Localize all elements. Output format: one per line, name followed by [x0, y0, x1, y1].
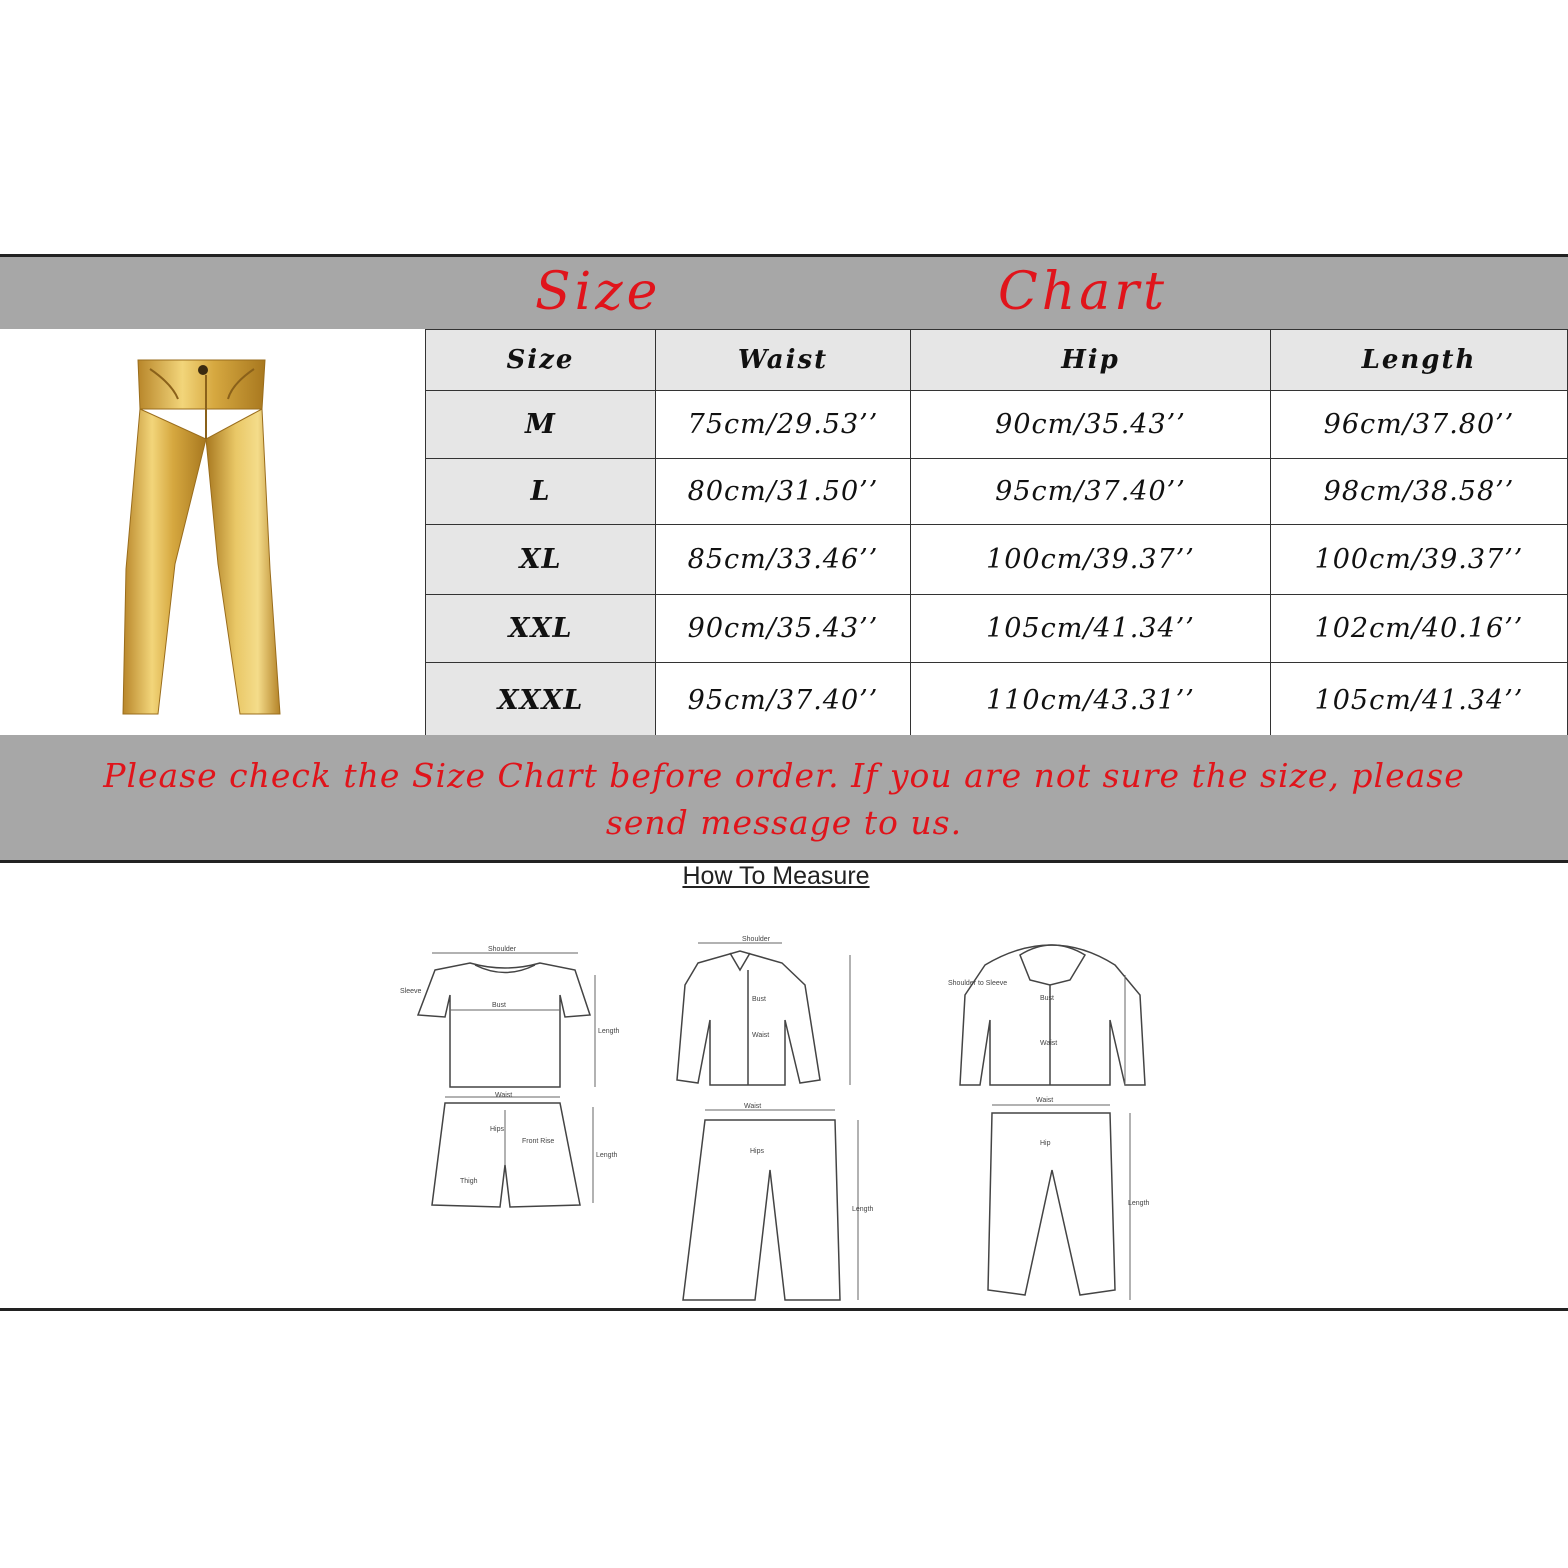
title-size: Size [535, 262, 662, 322]
table-row [426, 663, 1568, 739]
svg-text:Sleeve: Sleeve [400, 988, 422, 995]
svg-text:Hips: Hips [490, 1126, 505, 1133]
waist-cell: 75cm/29.53’’ [656, 391, 911, 459]
length-cell: 96cm/37.80’’ [1271, 391, 1568, 459]
length-cell: 102cm/40.16’’ [1271, 595, 1568, 663]
svg-text:Thigh: Thigh [460, 1178, 478, 1185]
svg-text:Waist: Waist [1036, 1097, 1054, 1104]
table-row [426, 595, 1568, 663]
hoodie-diagram [948, 945, 1145, 1085]
svg-text:Shoulder: Shoulder [488, 946, 517, 953]
column-header: Waist [656, 330, 911, 391]
hip-cell: 95cm/37.40’’ [911, 459, 1271, 525]
column-header: Size [426, 330, 656, 391]
length-cell: 98cm/38.58’’ [1271, 459, 1568, 525]
svg-text:Length: Length [596, 1152, 618, 1159]
joggers-diagram [988, 1097, 1150, 1300]
column-header: Length [1271, 330, 1568, 391]
svg-text:Front Rise: Front Rise [522, 1138, 555, 1145]
size-table [425, 329, 1568, 739]
waist-cell: 95cm/37.40’’ [656, 663, 911, 739]
tshirt-diagram [400, 946, 620, 1087]
hip-cell: 100cm/39.37’’ [911, 525, 1271, 595]
gold-pants-illustration [0, 329, 425, 735]
order-note [0, 752, 1568, 846]
order-note-line-2: send message to us. [605, 803, 963, 842]
column-header: Hip [911, 330, 1271, 391]
table-row [426, 525, 1568, 595]
title-band [0, 254, 1568, 329]
length-cell: 105cm/41.34’’ [1271, 663, 1568, 739]
svg-text:Hip: Hip [1040, 1140, 1051, 1147]
product-image [0, 329, 425, 735]
table-header-row [426, 330, 1568, 391]
hip-cell: 110cm/43.31’’ [911, 663, 1271, 739]
order-note-line-1: Please check the Size Chart before order. If you are not sure the size, please [103, 756, 1465, 795]
svg-text:Length: Length [598, 1028, 620, 1035]
how-to-measure-title: How To Measure [682, 862, 870, 890]
shirt-diagram [677, 936, 850, 1085]
hip-cell: 90cm/35.43’’ [911, 391, 1271, 459]
trousers-diagram [683, 1103, 874, 1300]
svg-text:Length: Length [1128, 1200, 1150, 1207]
table-row [426, 391, 1568, 459]
waist-cell: 90cm/35.43’’ [656, 595, 911, 663]
svg-text:Hips: Hips [750, 1148, 765, 1155]
size-cell: XXL [426, 595, 656, 663]
waist-cell: 85cm/33.46’’ [656, 525, 911, 595]
size-cell: XXXL [426, 663, 656, 739]
length-cell: 100cm/39.37’’ [1271, 525, 1568, 595]
svg-text:Bust: Bust [1040, 995, 1055, 1002]
size-cell: XL [426, 525, 656, 595]
size-cell: L [426, 459, 656, 525]
hip-cell: 105cm/41.34’’ [911, 595, 1271, 663]
svg-text:Waist: Waist [495, 1092, 513, 1099]
shorts-diagram [432, 1092, 618, 1207]
waist-cell: 80cm/31.50’’ [656, 459, 911, 525]
svg-text:Bust: Bust [492, 1002, 507, 1009]
svg-text:Waist: Waist [1040, 1040, 1058, 1047]
svg-text:Waist: Waist [752, 1032, 770, 1039]
svg-text:Shoulder to Sleeve: Shoulder to Sleeve [948, 980, 1008, 987]
bottom-divider [0, 1308, 1568, 1311]
svg-text:Bust: Bust [752, 996, 767, 1003]
size-cell: M [426, 391, 656, 459]
svg-text:Length: Length [852, 1206, 874, 1213]
measurement-diagram [380, 925, 1180, 1310]
svg-text:Shoulder: Shoulder [742, 936, 771, 943]
table-row [426, 459, 1568, 525]
title-chart: Chart [998, 262, 1169, 322]
svg-text:Waist: Waist [744, 1103, 762, 1110]
